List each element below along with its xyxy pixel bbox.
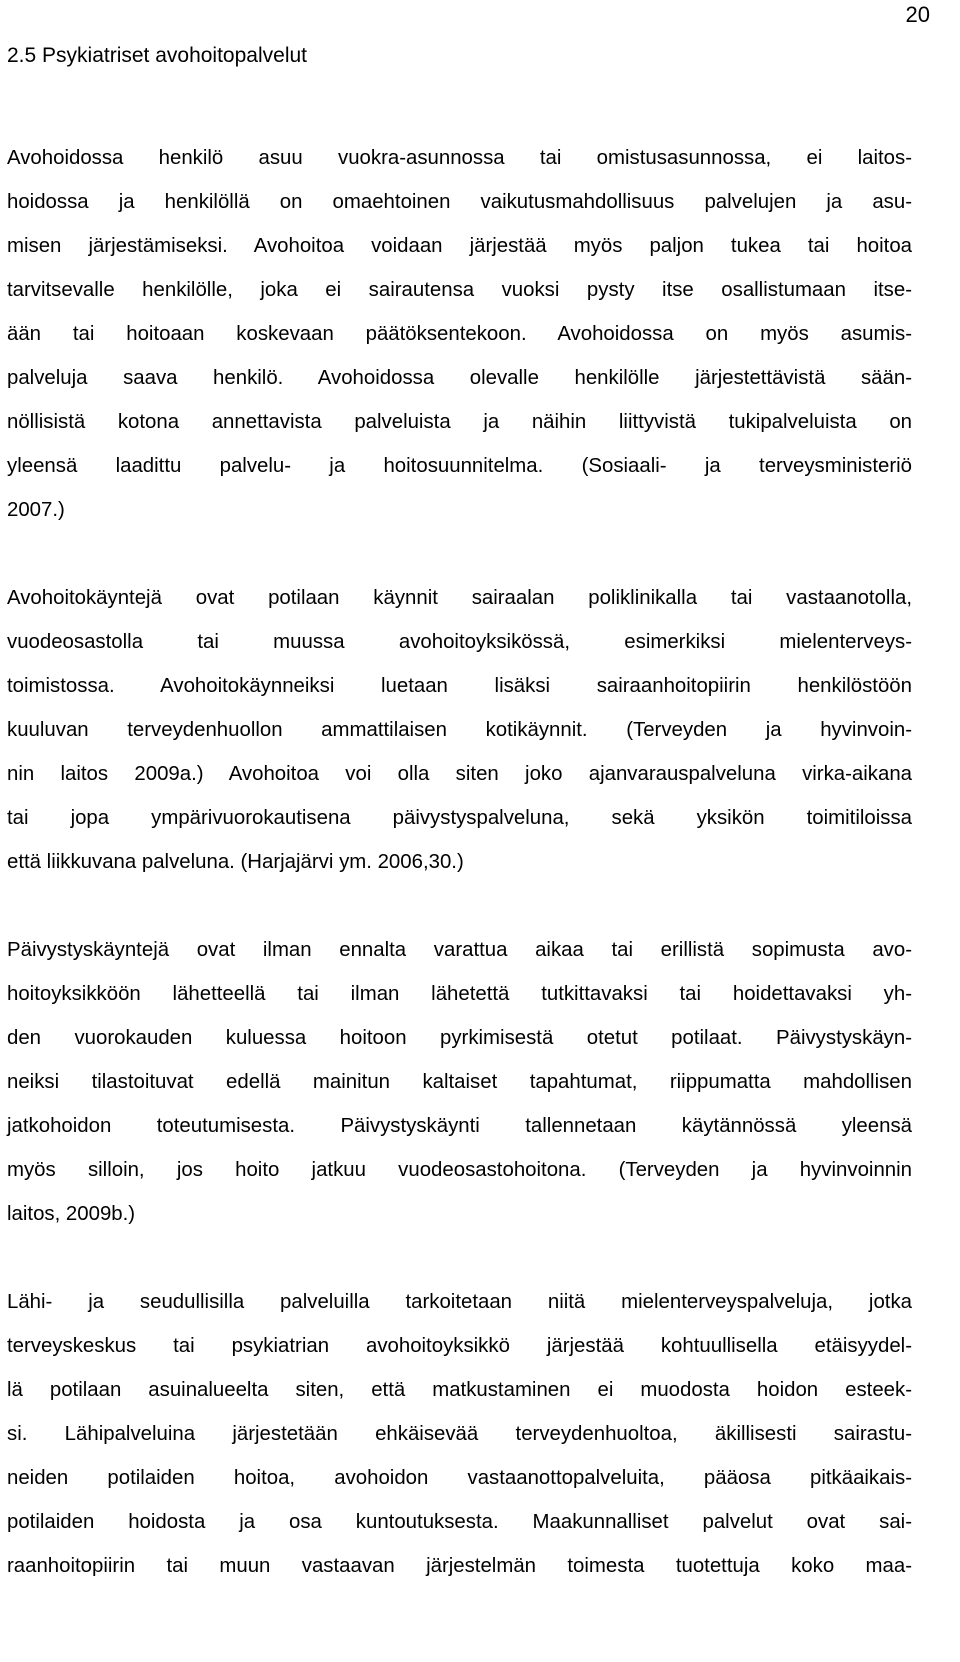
text-line: si. Lähipalveluina järjestetään ehkäisevää terveydenhuoltoa, äkillisesti sairastu-	[7, 1423, 912, 1445]
text-line: nin laitos 2009a.) Avohoitoa voi olla siten joko ajanvarauspalveluna virka-aikana	[7, 763, 912, 785]
text-line: Päivystyskäyntejä ovat ilman ennalta varattua aikaa tai erillistä sopimusta avo-	[7, 939, 912, 961]
text-line: terveyskeskus tai psykiatrian avohoitoyksikkö järjestää kohtuullisella etäisyydel-	[7, 1335, 912, 1357]
text-line: että liikkuvana palveluna. (Harjajärvi ym. 2006,30.)	[7, 851, 464, 873]
text-line: hoidossa ja henkilöllä on omaehtoinen vaikutusmahdollisuus palvelujen ja asu-	[7, 191, 912, 213]
text-line: neiden potilaiden hoitoa, avohoidon vastaanottopalveluita, pääosa pitkäaikais-	[7, 1467, 912, 1489]
text-line: toimistossa. Avohoitokäynneiksi luetaan lisäksi sairaanhoitopiirin henkilöstöön	[7, 675, 912, 697]
text-line: jatkohoidon toteutumisesta. Päivystyskäynti tallennetaan käytännössä yleensä	[7, 1115, 912, 1137]
text-line: Lähi- ja seudullisilla palveluilla tarkoitetaan niitä mielenterveyspalveluja, jotka	[7, 1291, 912, 1313]
text-line: myös silloin, jos hoito jatkuu vuodeosastohoitona. (Terveyden ja hyvinvoinnin	[7, 1159, 912, 1181]
text-line: tai jopa ympärivuorokautisena päivystyspalveluna, sekä yksikön toimitiloissa	[7, 807, 912, 829]
text-line: palveluja saava henkilö. Avohoidossa olevalle henkilölle järjestettävistä sään-	[7, 367, 912, 389]
text-line: Avohoidossa henkilö asuu vuokra-asunnossa tai omistusasunnossa, ei laitos-	[7, 147, 912, 169]
paragraph-avohoitokaynnit	[7, 576, 912, 884]
text-line: hoitoyksikköön lähetteellä tai ilman lähetettä tutkittavaksi tai hoidettavaksi yh-	[7, 983, 912, 1005]
text-line: neiksi tilastoituvat edellä mainitun kaltaiset tapahtumat, riippumatta mahdollisen	[7, 1071, 912, 1093]
text-line: vuodeosastolla tai muussa avohoitoyksikössä, esimerkiksi mielenterveys-	[7, 631, 912, 653]
section-heading: 2.5 Psykiatriset avohoitopalvelut	[7, 44, 307, 67]
text-line: laitos, 2009b.)	[7, 1203, 136, 1225]
text-line: lä potilaan asuinalueelta siten, että matkustaminen ei muodosta hoidon esteek-	[7, 1379, 912, 1401]
text-line: tarvitsevalle henkilölle, joka ei sairautensa vuoksi pysty itse osallistumaan itse-	[7, 279, 912, 301]
text-line: ään tai hoitoaan koskevaan päätöksentekoon. Avohoidossa on myös asumis-	[7, 323, 912, 345]
text-line: misen järjestämiseksi. Avohoitoa voidaan järjestää myös paljon tukea tai hoitoa	[7, 235, 912, 257]
text-line: nöllisistä kotona annettavista palveluista ja näihin liittyvistä tukipalveluista on	[7, 411, 912, 433]
text-line: raanhoitopiirin tai muun vastaavan järjestelmän toimesta tuotettuja koko maa-	[7, 1555, 912, 1577]
text-line: kuuluvan terveydenhuollon ammattilaisen kotikäynnit. (Terveyden ja hyvinvoin-	[7, 719, 912, 741]
text-line: Avohoitokäyntejä ovat potilaan käynnit sairaalan poliklinikalla tai vastaanotolla,	[7, 587, 912, 609]
text-line: den vuorokauden kuluessa hoitoon pyrkimisestä otetut potilaat. Päivystyskäyn-	[7, 1027, 912, 1049]
text-line: potilaiden hoidosta ja osa kuntoutuksesta. Maakunnalliset palvelut ovat sai-	[7, 1511, 912, 1533]
text-line: 2007.)	[7, 499, 65, 521]
page-number: 20	[905, 2, 930, 27]
body-text	[7, 136, 912, 1588]
paragraph-paivystyskaynnit	[7, 928, 912, 1236]
paragraph-avohoito	[7, 136, 912, 532]
paragraph-lahipalvelut	[7, 1280, 912, 1588]
text-line: yleensä laadittu palvelu- ja hoitosuunnitelma. (Sosiaali- ja terveysministeriö	[7, 455, 912, 477]
